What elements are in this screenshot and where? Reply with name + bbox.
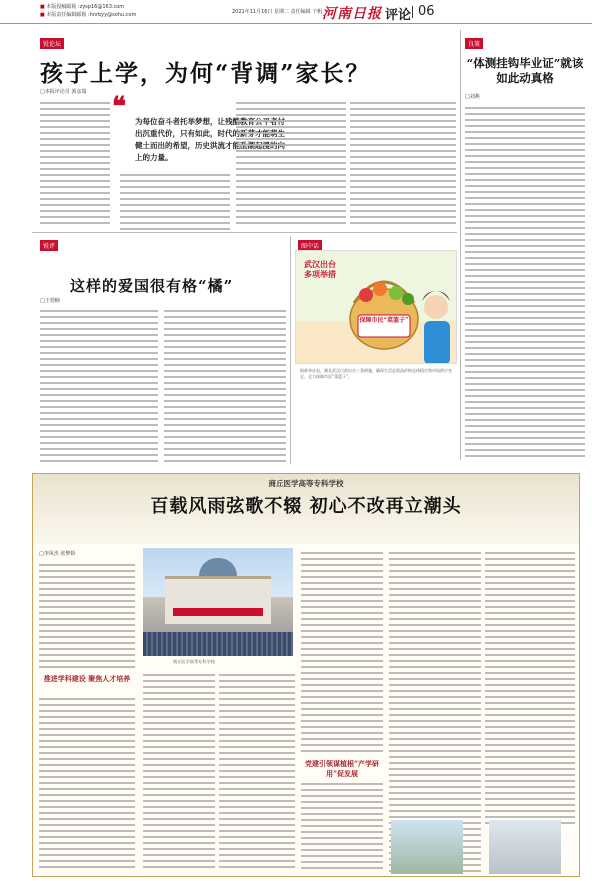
feature-byline: □李凤杰 张梦娇: [39, 551, 76, 557]
feature-headline: 百载风雨弦歌不辍 初心不改再立潮头: [150, 496, 462, 517]
masthead-contacts: ■ 本版投稿邮箱 :zysp16@163.com ■ 本版责任编辑邮箱 :hnrbyy@sohu.com: [40, 4, 137, 18]
building: [165, 576, 271, 624]
masthead: [0, 0, 592, 24]
middle-tag: [40, 240, 58, 251]
lead-tag: [40, 38, 64, 49]
campus-photo-small-1: [391, 820, 463, 874]
middle-headline: 这样的爱国很有格“橘”: [70, 277, 234, 295]
right-tag: [465, 38, 483, 49]
feature-body-col1: [39, 560, 135, 670]
cartoon-basket-label: 保障市民“菜篮子”: [359, 317, 409, 324]
divider: [412, 6, 413, 18]
section-name: 评论: [385, 8, 412, 23]
lead-headline: 孩子上学，为何“背调”家长？: [40, 60, 371, 87]
right-tag-label: 良策: [465, 38, 483, 49]
feature-body-col2: [143, 670, 215, 872]
column-divider: [290, 236, 291, 464]
middle-tag-label: 锐评: [40, 240, 58, 251]
lead-body-col2: [120, 170, 230, 230]
lead-tag-label: 锐论坛: [40, 38, 64, 49]
cartoon-caption: 据新华社电，湖北武汉日前出台三条措施，确保生活必需品价格总体稳定和市场供应充足，全力保障市民“菜篮子”。: [300, 368, 452, 379]
feature-body-col3: [219, 670, 295, 872]
cartoon-title: 武汉出台多项举措: [304, 259, 336, 279]
lead-body-col4: [350, 98, 456, 228]
submission-email: 本版投稿邮箱 :zysp16@163.com: [46, 4, 125, 10]
duty-editor: 责任编辑 千帆: [290, 9, 323, 15]
section-divider: [32, 232, 457, 233]
feature-subhead-2: 党建引领谋植根“产学研用”促发展: [304, 759, 380, 778]
cartoon-tag-label: 图中话: [298, 240, 322, 251]
middle-byline: □王勃楠: [40, 298, 60, 304]
lead-body-col3: [236, 98, 346, 228]
right-headline: “体测挂钩毕业证”就该如此动真格: [466, 56, 584, 85]
lead-byline: □本报评论员 郭彦瑞: [40, 89, 87, 95]
feature-body-col4b: [301, 779, 383, 872]
feature-subhead-1: 推进学科建设 聚焦人才培养: [43, 674, 131, 683]
editor-email: 本版责任编辑邮箱 :hnrbyy@sohu.com: [46, 12, 137, 18]
students-crowd: [143, 632, 293, 656]
quote-icon: ❝: [112, 92, 126, 122]
feature-body-col4: [301, 548, 383, 756]
right-byline: □刘燕: [465, 94, 480, 100]
feature-school: 商丘医学高等专科学校: [268, 479, 344, 488]
campus-photo: [143, 548, 293, 656]
feature-section: [32, 473, 580, 877]
lead-body-col1: [40, 98, 110, 228]
right-body: [465, 103, 585, 461]
feature-header: [33, 474, 579, 544]
feature-body-col1b: [39, 694, 135, 872]
middle-body-col1: [40, 306, 158, 464]
cartoon-illustration: [295, 250, 457, 364]
middle-body-col2: [164, 306, 286, 464]
banner: [173, 608, 263, 616]
newspaper-logo: 河南日报: [322, 6, 382, 22]
column-divider: [460, 30, 461, 460]
issue-date: 2021年11月16日 星期二 责任编辑 千帆: [232, 9, 323, 15]
campus-photo-small-2: [489, 820, 561, 874]
page-number: 06: [418, 4, 435, 19]
lead-pull-quote: 为每位奋斗者托举梦想，让残酷教育公平者付出沉重代价，只有如此，时代的新芽才能萌生健土而出的希望，历史洪流才能乱潮起漫的向上的力量。: [135, 117, 285, 162]
campus-photo-caption: 商丘医学高等专科学校: [173, 659, 215, 664]
